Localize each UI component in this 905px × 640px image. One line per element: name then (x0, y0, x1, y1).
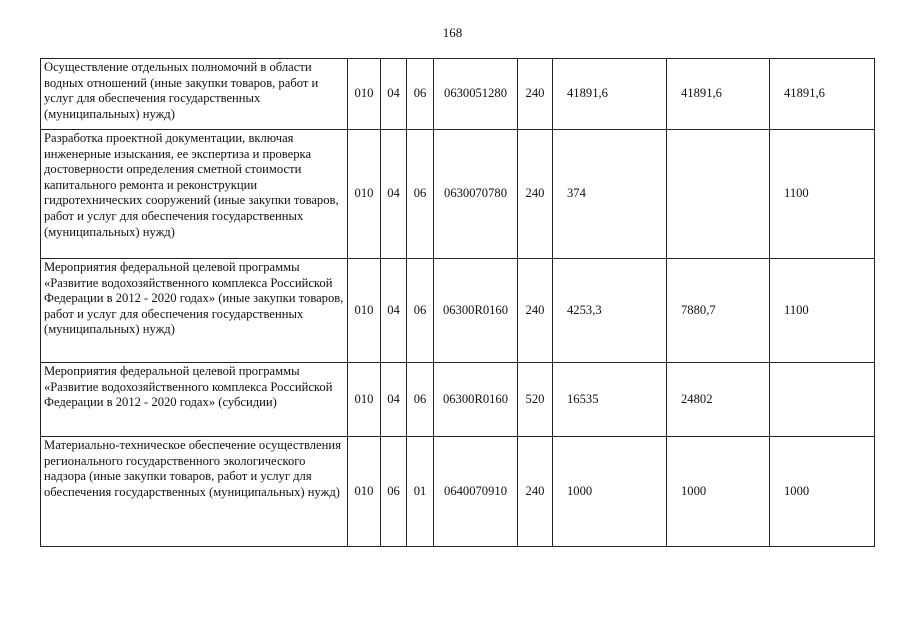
target-article-code: 0640070910 (434, 437, 518, 547)
target-article-code: 06300R0160 (434, 259, 518, 363)
page-number: 168 (442, 25, 463, 40)
amount-1: 16535 (553, 363, 667, 437)
subsection-code: 06 (407, 259, 434, 363)
row-description: Мероприятия федеральной целевой программы «Развитие водохозяйственного комплекса Российской Федерации в 2012 - 2020 годах» (субсидии) (41, 363, 348, 437)
expense-type-code: 520 (518, 363, 553, 437)
target-article-code: 0630070780 (434, 130, 518, 259)
subsection-code: 06 (407, 363, 434, 437)
section-code: 04 (381, 59, 407, 130)
expense-type-code: 240 (518, 130, 553, 259)
amount-3: 41891,6 (770, 59, 875, 130)
amount-3: 1100 (770, 259, 875, 363)
amount-1: 374 (553, 130, 667, 259)
target-article-code: 06300R0160 (434, 363, 518, 437)
amount-2: 7880,7 (667, 259, 770, 363)
subsection-code: 01 (407, 437, 434, 547)
target-article-code: 0630051280 (434, 59, 518, 130)
table-row (41, 59, 875, 130)
table-row (41, 130, 875, 259)
ministry-code: 010 (348, 437, 381, 547)
budget-table (40, 58, 875, 547)
amount-2: 24802 (667, 363, 770, 437)
subsection-code: 06 (407, 130, 434, 259)
ministry-code: 010 (348, 130, 381, 259)
row-description: Мероприятия федеральной целевой программы «Развитие водохозяйственного комплекса Российской Федерации в 2012 - 2020 годах» (иные закупки товаров, работ и услуг для обеспечения государственных (муниципальных) нужд) (41, 259, 348, 363)
subsection-code: 06 (407, 59, 434, 130)
section-code: 04 (381, 363, 407, 437)
expense-type-code: 240 (518, 59, 553, 130)
expense-type-code: 240 (518, 437, 553, 547)
amount-3 (770, 363, 875, 437)
row-description: Материально-техническое обеспечение осуществления регионального государственного экологического надзора (иные закупки товаров, работ и услуг для обеспечения государственных (муниципальных) нужд) (41, 437, 348, 547)
amount-2 (667, 130, 770, 259)
section-code: 04 (381, 130, 407, 259)
section-code: 06 (381, 437, 407, 547)
table-row (41, 437, 875, 547)
ministry-code: 010 (348, 363, 381, 437)
amount-3: 1000 (770, 437, 875, 547)
ministry-code: 010 (348, 259, 381, 363)
amount-1: 4253,3 (553, 259, 667, 363)
ministry-code: 010 (348, 59, 381, 130)
amount-2: 1000 (667, 437, 770, 547)
row-description: Осуществление отдельных полномочий в области водных отношений (иные закупки товаров, работ и услуг для обеспечения государственных (муниципальных) нужд) (41, 59, 348, 130)
table-row (41, 363, 875, 437)
amount-2: 41891,6 (667, 59, 770, 130)
section-code: 04 (381, 259, 407, 363)
amount-3: 1100 (770, 130, 875, 259)
expense-type-code: 240 (518, 259, 553, 363)
amount-1: 41891,6 (553, 59, 667, 130)
amount-1: 1000 (553, 437, 667, 547)
row-description: Разработка проектной документации, включая инженерные изыскания, ее экспертиза и проверка достоверности определения сметной стоимости капитального ремонта и реконструкции гидротехнических сооружений (иные закупки товаров, работ и услуг для обеспечения государственных (муниципальных) нужд) (41, 130, 348, 259)
table-row (41, 259, 875, 363)
